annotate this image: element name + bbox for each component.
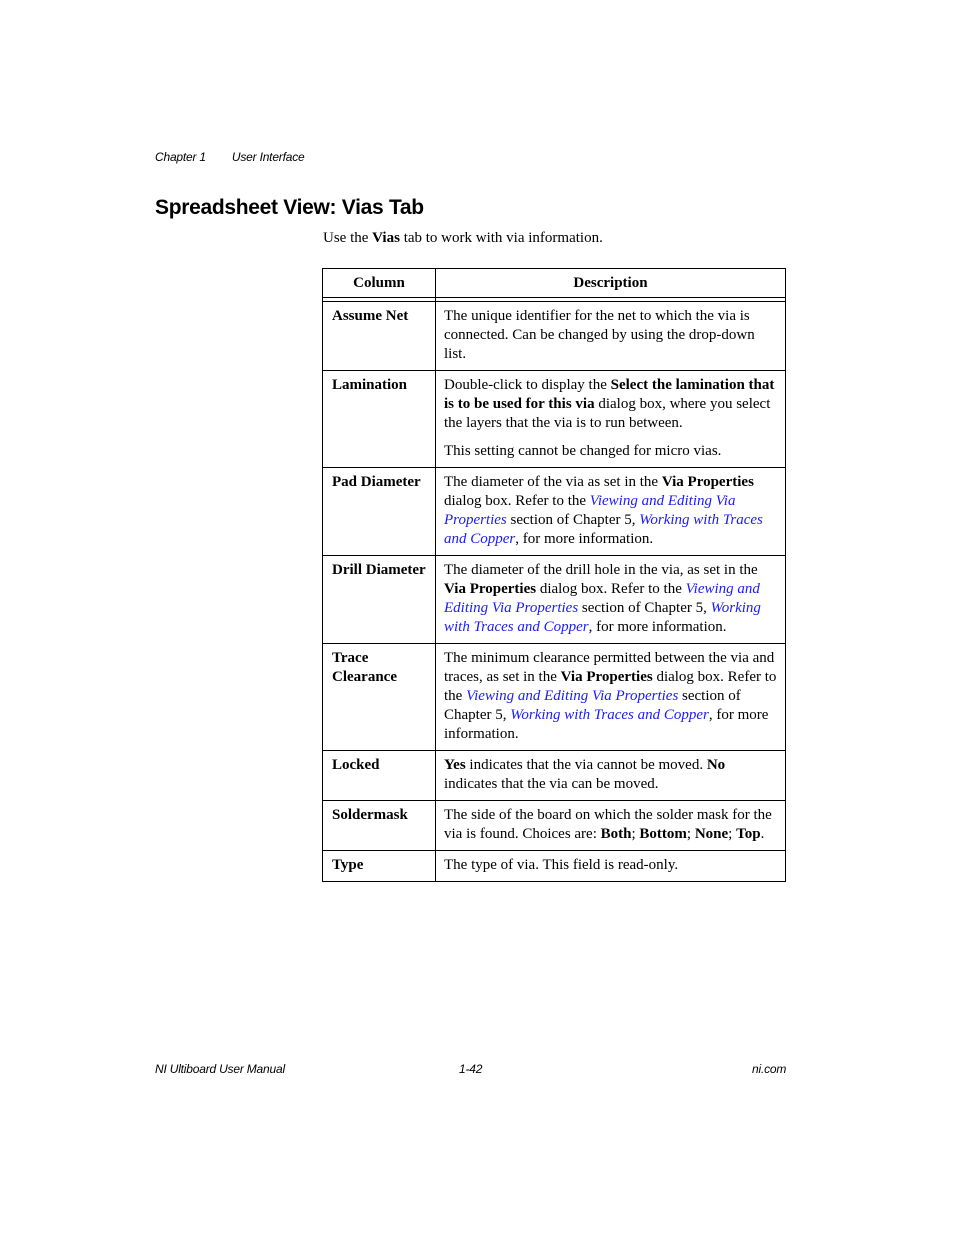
row-description — [436, 751, 786, 801]
description-text: dialog box, where you select the layers that the via is to run between. — [444, 396, 771, 431]
description-text: indicates that the via cannot be moved. — [465, 757, 707, 773]
table-row — [323, 644, 786, 751]
running-head-chapter: Chapter 1 — [155, 150, 206, 164]
description-text: , for more information. — [515, 531, 654, 547]
footer-page-number: 1-42 — [459, 1062, 483, 1076]
table-row — [323, 751, 786, 801]
description-paragraph — [444, 649, 777, 744]
description-text: Double-click to display the — [444, 377, 611, 393]
bold-term: Via Properties — [560, 669, 653, 685]
row-description — [436, 302, 786, 371]
description-paragraph — [444, 473, 777, 549]
description-paragraph — [444, 307, 777, 364]
table-row — [323, 556, 786, 644]
description-text: ; — [728, 826, 737, 842]
description-text: indicates that the via can be moved. — [444, 776, 659, 792]
row-description — [436, 644, 786, 751]
description-text: ; — [631, 826, 640, 842]
table-row — [323, 468, 786, 556]
intro-bold: Vias — [372, 230, 400, 246]
description-text: dialog box. Refer to the — [536, 581, 686, 597]
row-description — [436, 851, 786, 882]
bold-term: Select the lamination that is to be used for this via — [444, 377, 775, 412]
row-column-name: Pad Diameter — [323, 468, 436, 556]
table-header-row — [323, 269, 786, 298]
description-text: section of Chapter 5, — [506, 512, 640, 528]
table-row — [323, 302, 786, 371]
row-description — [436, 468, 786, 556]
table-body — [323, 302, 786, 882]
description-text: The minimum clearance permitted between the via and traces, as set in the — [444, 650, 775, 685]
description-text: The diameter of the via as set in the — [444, 474, 662, 490]
row-description — [436, 371, 786, 468]
bold-term: Via Properties — [444, 581, 537, 597]
description-paragraph — [444, 561, 777, 637]
row-column-name: Drill Diameter — [323, 556, 436, 644]
description-paragraph — [444, 856, 777, 875]
bold-term: None — [694, 826, 729, 842]
description-text: The unique identifier for the net to which the via is connected. Can be changed by using the drop-down list. — [444, 308, 755, 362]
description-text: dialog box. Refer to the — [444, 493, 590, 509]
description-text: The type of via. This field is read-only. — [444, 857, 679, 873]
description-text: The side of the board on which the solder mask for the via is found. Choices are: — [444, 807, 772, 842]
cross-reference-link[interactable]: Working with Traces and Copper — [444, 600, 761, 635]
header-description: Description — [436, 269, 786, 298]
bold-term: No — [706, 757, 726, 773]
table-row — [323, 851, 786, 882]
description-text: , for more information. — [444, 707, 769, 742]
table-row — [323, 801, 786, 851]
intro-paragraph — [323, 230, 603, 247]
cross-reference-link[interactable]: Viewing and Editing Via Properties — [444, 581, 760, 616]
cross-reference-link[interactable]: Working with Traces and Copper — [510, 707, 709, 723]
description-text: section of Chapter 5, — [578, 600, 711, 616]
description-paragraph — [444, 756, 777, 794]
bold-term: Via Properties — [661, 474, 754, 490]
intro-after: tab to work with via information. — [399, 230, 603, 246]
row-column-name: Assume Net — [323, 302, 436, 371]
description-text: dialog box. Refer to the — [444, 669, 777, 704]
intro-before: Use the — [323, 230, 373, 246]
description-paragraph — [444, 442, 777, 461]
bold-term: Top — [736, 826, 761, 842]
description-text: section of Chapter 5, — [444, 688, 741, 723]
row-column-name: Lamination — [323, 371, 436, 468]
running-head — [155, 150, 304, 164]
bold-term: Both — [600, 826, 632, 842]
running-head-section: User Interface — [231, 150, 305, 164]
row-description — [436, 801, 786, 851]
footer-website: ni.com — [752, 1062, 787, 1076]
description-paragraph — [444, 806, 777, 844]
header-column: Column — [323, 269, 436, 298]
vias-table — [322, 268, 786, 882]
cross-reference-link[interactable]: Working with Traces and Copper — [444, 512, 763, 547]
cross-reference-link[interactable]: Viewing and Editing Via Properties — [444, 493, 736, 528]
bold-term: Bottom — [639, 826, 687, 842]
row-column-name: Type — [323, 851, 436, 882]
description-text: . — [760, 826, 765, 842]
description-text: The diameter of the drill hole in the via, as set in the — [444, 562, 758, 578]
table-row — [323, 371, 786, 468]
row-description — [436, 556, 786, 644]
description-text: , for more information. — [588, 619, 727, 635]
cross-reference-link[interactable]: Viewing and Editing Via Properties — [466, 688, 679, 704]
description-text: This setting cannot be changed for micro vias. — [444, 443, 722, 459]
description-text: ; — [686, 826, 695, 842]
description-paragraph — [444, 376, 777, 433]
page-title: Spreadsheet View: Vias Tab — [155, 196, 424, 219]
footer-manual-title: NI Ultiboard User Manual — [155, 1062, 285, 1076]
row-column-name: Trace Clearance — [323, 644, 436, 751]
row-column-name: Locked — [323, 751, 436, 801]
bold-term: Yes — [444, 757, 466, 773]
row-column-name: Soldermask — [323, 801, 436, 851]
